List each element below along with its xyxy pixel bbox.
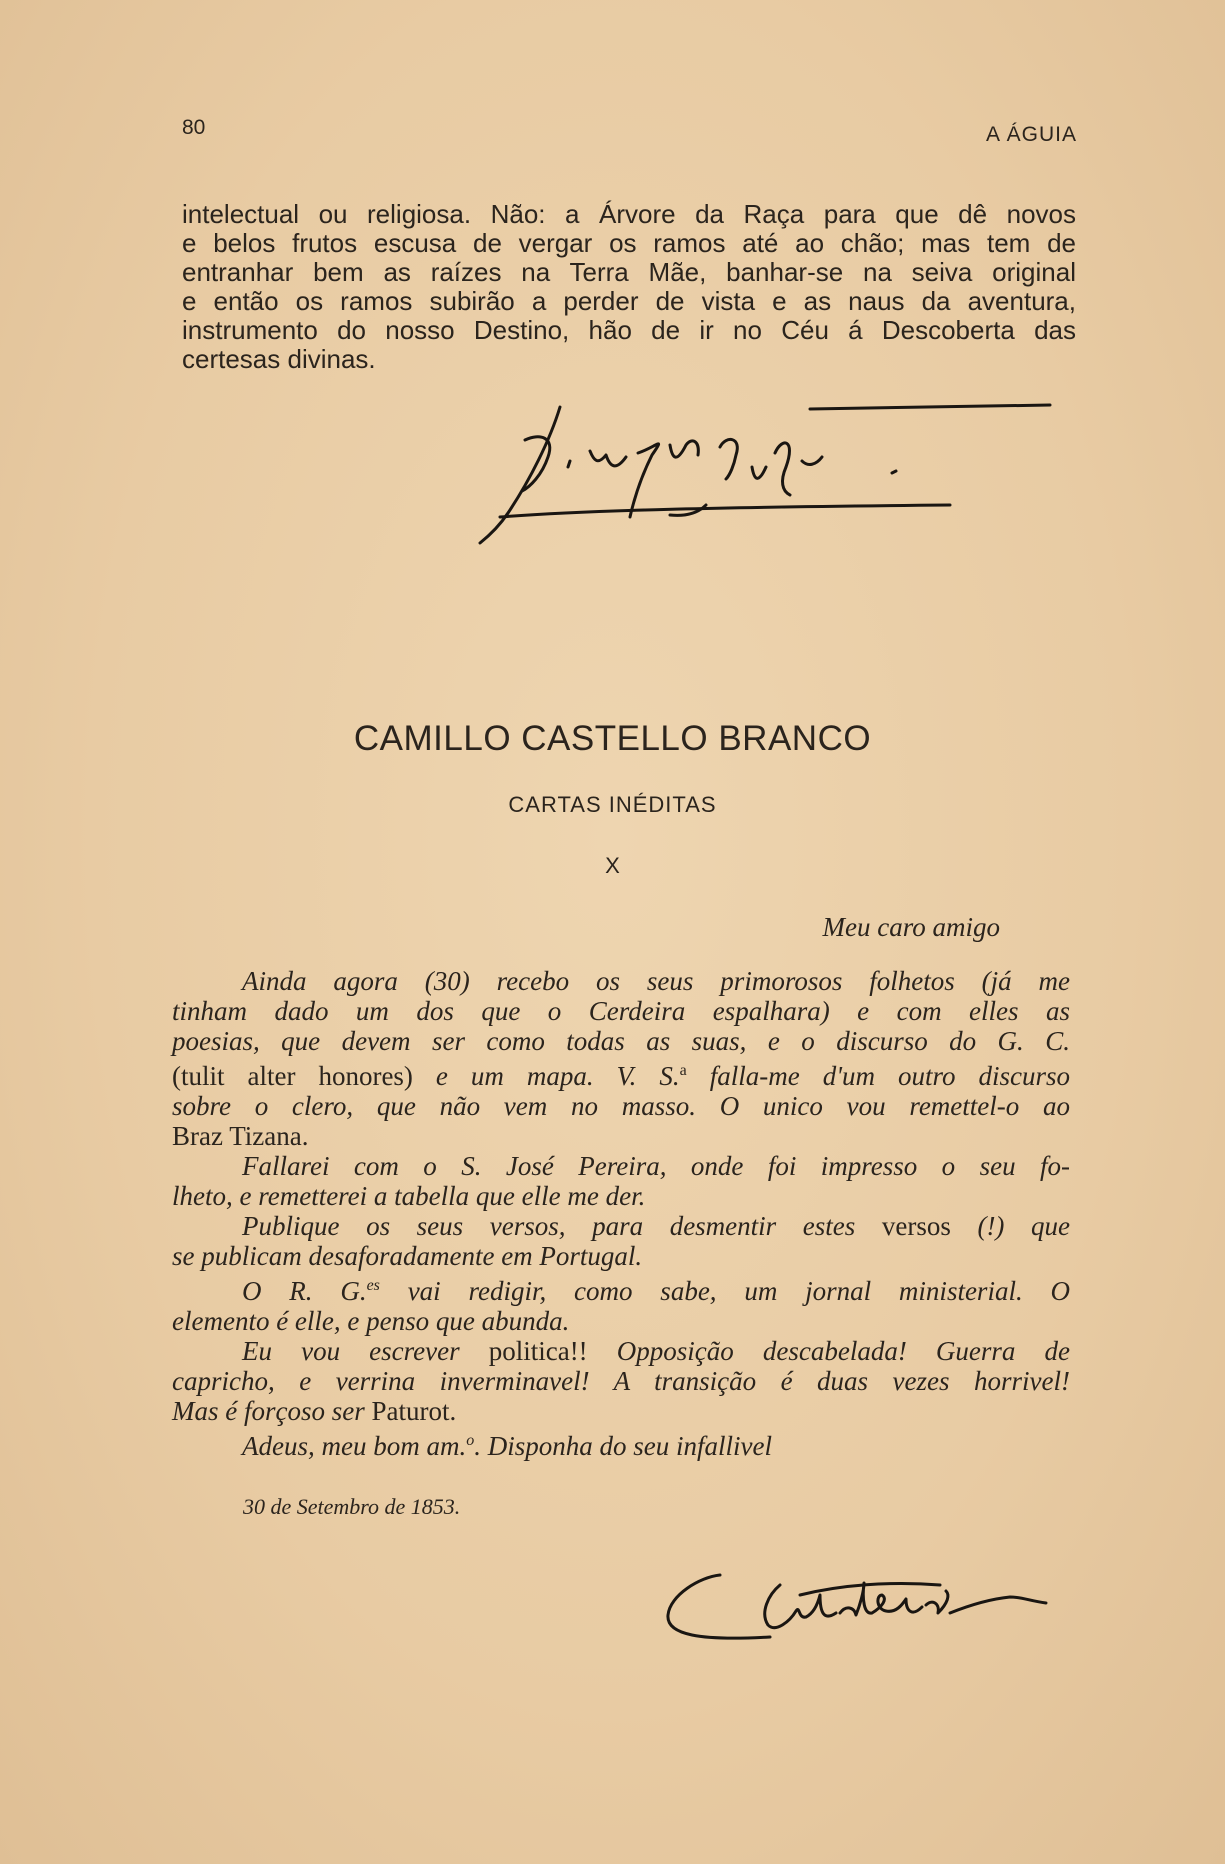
letter-text: poesias, que devem ser como todas as suas, e o discurso do G. C. — [172, 1026, 1070, 1056]
letter-text: se publicam desaforadamente em Portugal. — [172, 1241, 643, 1271]
letter-text: vai redigir, como sabe, um jornal ministerial. O — [379, 1276, 1070, 1306]
letter-text: Adeus, meu bom am. — [242, 1431, 467, 1461]
letter-paragraph — [172, 1271, 1070, 1336]
letter-text: elemento é elle, e penso que abunda. — [172, 1306, 570, 1336]
letter-line — [172, 996, 1070, 1026]
superscript-text: a — [679, 1062, 687, 1079]
letter-line — [172, 1091, 1070, 1121]
letter-line — [172, 1271, 1070, 1306]
letter-line — [172, 1151, 1070, 1181]
letter-line — [172, 1181, 1070, 1211]
letter-text: (!) que — [950, 1211, 1071, 1241]
letter-date: 30 de Setembro de 1853. — [243, 1494, 461, 1519]
letter-text: politica!! — [488, 1336, 588, 1366]
letter-paragraph — [172, 1336, 1070, 1426]
prose-paragraph — [182, 200, 1076, 374]
letter-text: Fallarei com o S. José Pereira, onde foi impresso o seu fo- — [242, 1151, 1070, 1181]
letter-text: Opposição descabelada! Guerra de — [587, 1336, 1070, 1366]
prose-line: intelectual ou religiosa. Não: a Árvore da Raça para que dê novos — [182, 199, 1076, 229]
handwritten-signature — [430, 395, 1070, 565]
letter-line — [172, 1306, 1070, 1336]
letter-line — [172, 1241, 1070, 1271]
letter-text: e um mapa. V. S. — [412, 1061, 680, 1091]
section-title: CAMILLO CASTELLO BRANCO — [353, 719, 872, 758]
prose-line: instrumento do nosso Destino, hão de ir no Céu á Descoberta das — [182, 315, 1076, 345]
superscript-text: es — [366, 1277, 380, 1294]
letter-line — [172, 966, 1070, 996]
letter-line — [172, 1366, 1070, 1396]
letter-text: falla-me d'um outro discurso — [686, 1061, 1070, 1091]
letter-paragraphs — [172, 966, 1070, 1461]
letter-text: sobre o clero, que não vem no masso. O unico vou remettel-o ao — [172, 1091, 1070, 1121]
prose-line: e então os ramos subirão a perder de vista e as naus da aventura, — [182, 286, 1076, 316]
letter-text: Braz Tizana. — [172, 1121, 309, 1151]
letter-text: O R. G. — [242, 1276, 367, 1306]
letter-text: Paturot. — [371, 1396, 457, 1426]
letter-salutation: Meu caro amigo — [822, 912, 1000, 942]
letter-line — [172, 1396, 1070, 1426]
letter-text: Eu vou escrever — [242, 1336, 489, 1366]
letter-text: versos — [881, 1211, 951, 1241]
letter-numeral: X — [605, 853, 620, 878]
letter-paragraph — [172, 1211, 1070, 1271]
letter-text: Publique os seus versos, para desmentir estes — [242, 1211, 882, 1241]
letter-text: . Disponha do seu infallivel — [474, 1431, 772, 1461]
letter-text: capricho, e verrina inverminavel! A transição é duas vezes horrivel! — [172, 1366, 1070, 1396]
handwritten-signature — [650, 1555, 1070, 1665]
section-subtitle: CARTAS INÉDITAS — [508, 792, 717, 817]
superscript-text: o — [466, 1432, 475, 1449]
letter-line — [172, 1121, 1070, 1151]
letter-line — [172, 1056, 1070, 1091]
letter-paragraph — [172, 966, 1070, 1151]
letter-line — [172, 1026, 1070, 1056]
prose-line: certesas divinas. — [182, 344, 376, 374]
letter-text: lheto, e remetterei a tabella que elle me der. — [172, 1181, 646, 1211]
letter-text: Mas é forçoso ser — [172, 1396, 372, 1426]
prose-line: e belos frutos escusa de vergar os ramos até ao chão; mas tem de — [182, 228, 1076, 258]
letter-line — [172, 1211, 1070, 1241]
letter-paragraph — [172, 1426, 1070, 1461]
letter-line — [172, 1336, 1070, 1366]
page-number: 80 — [182, 116, 206, 139]
letter-text: tinham dado um dos que o Cerdeira espalhara) e com elles as — [172, 996, 1070, 1026]
letter-paragraph — [172, 1151, 1070, 1211]
letter-body — [172, 912, 1070, 1461]
letter-text: Ainda agora (30) recebo os seus primorosos folhetos (já me — [242, 966, 1070, 996]
letter-line — [172, 1426, 1070, 1461]
letter-text: (tulit alter honores) — [172, 1061, 413, 1091]
prose-line: entranhar bem as raízes na Terra Mãe, banhar-se na seiva original — [182, 257, 1076, 287]
running-head: A ÁGUIA — [985, 123, 1077, 146]
